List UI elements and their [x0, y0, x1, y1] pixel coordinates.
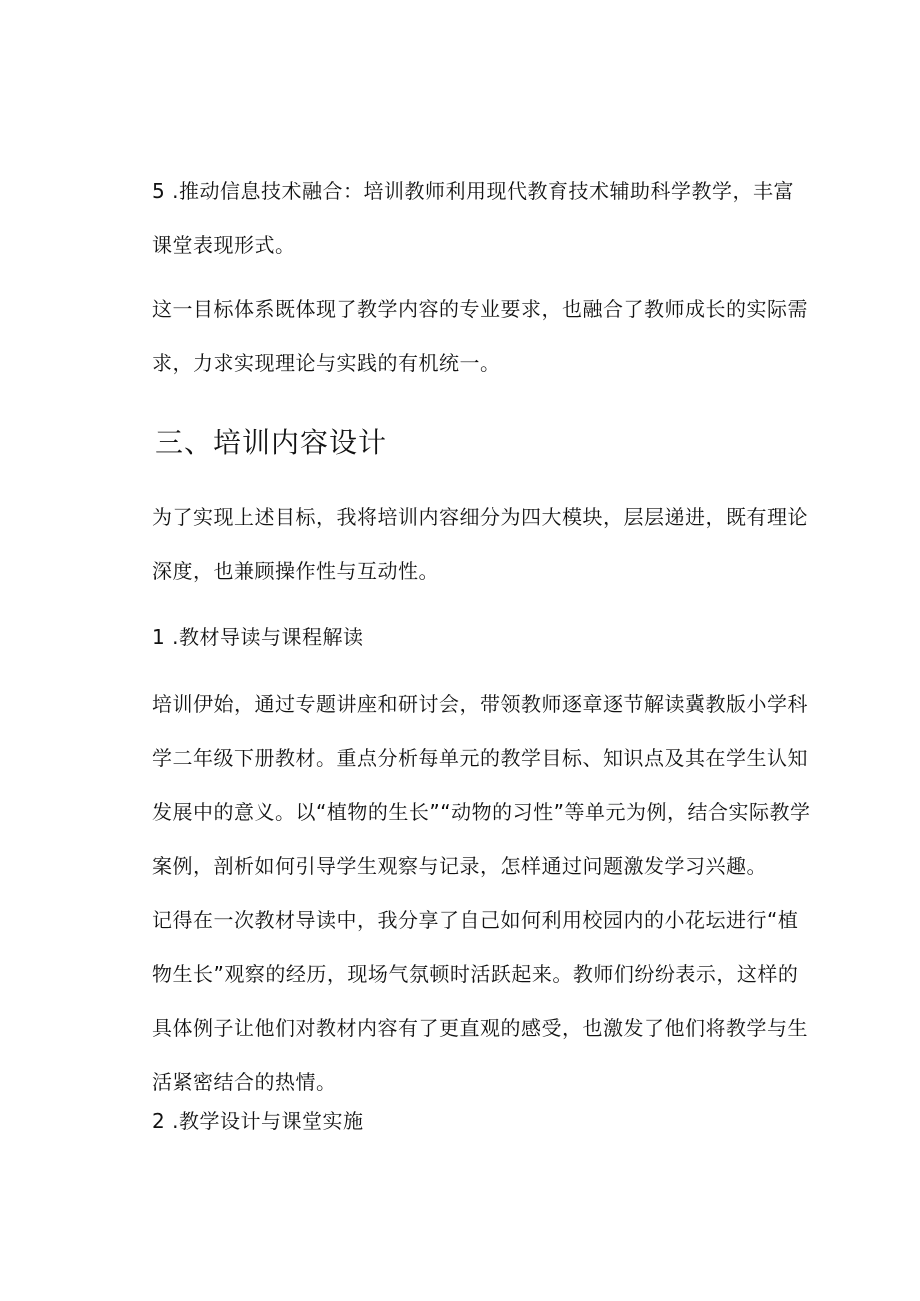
subsection-title-1: 1 .教材导读与课程解读	[152, 625, 364, 649]
summary-paragraph: 这一目标体系既体现了教学内容的专业要求，也融合了教师成长的实际需求，力求实现理论与实践的有机统一。	[152, 297, 808, 375]
subsection-1-paragraph-2: 记得在一次教材导读中，我分享了自己如何利用校园内的小花坛进行“植物生长”观察的经历，现场气氛顿时活跃起来。教师们纷纷表示，这样的具体例子让他们对教材内容有了更直观的感受，也激发了他们将教学与生活紧密结合的热情。	[152, 908, 808, 1094]
section-intro-paragraph: 为了实现上述目标，我将培训内容细分为四大模块，层层递进，既有理论深度，也兼顾操作性与互动性。	[152, 505, 808, 583]
subsection-title-2: 2 .教学设计与课堂实施	[152, 1109, 364, 1133]
subsection-1-paragraph-1: 培训伊始，通过专题讲座和研讨会，带领教师逐章逐节解读冀教版小学科学二年级下册教材。重点分析每单元的教学目标、知识点及其在学生认知发展中的意义。以“植物的生长”“动物的习性”等单元为例，结合实际教学案例，剖析如何引导学生观察与记录，怎样通过问题激发学习兴趣。	[152, 692, 811, 878]
section-heading: 三、培训内容设计	[155, 426, 388, 459]
list-item-5: 5 .推动信息技术融合：培训教师利用现代教育技术辅助科学教学，丰富课堂表现形式。	[152, 179, 794, 257]
